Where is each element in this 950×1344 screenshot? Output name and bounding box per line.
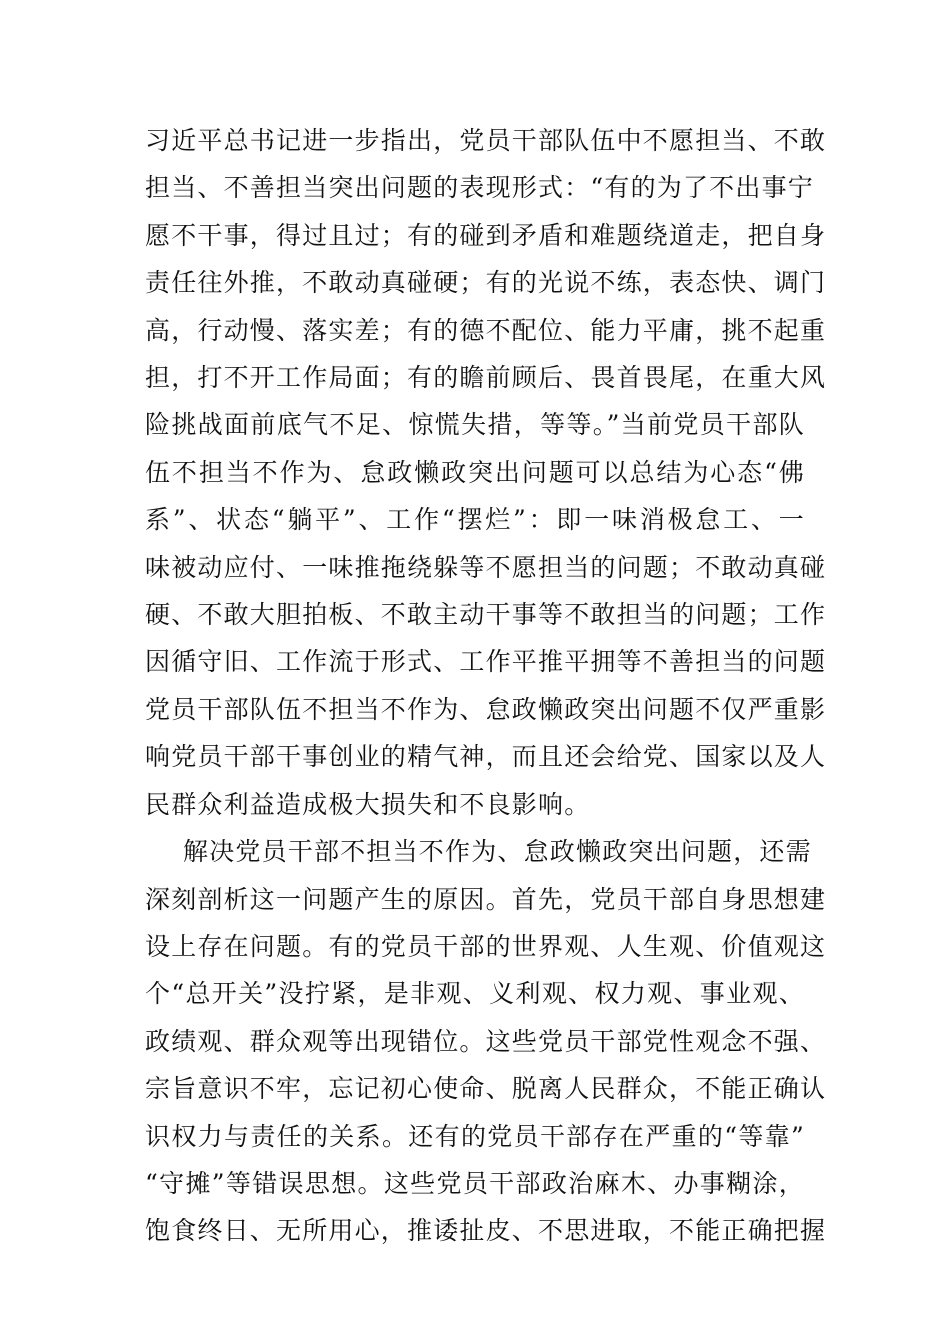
text-line: 解决党员干部不担当不作为、怠政懒政突出问题，还需 <box>183 837 812 867</box>
text-line: 党员干部队伍不担当不作为、怠政懒政突出问题不仅严重影 <box>145 694 827 724</box>
text-line: 设上存在问题。有的党员干部的世界观、人生观、价值观这 <box>145 931 827 961</box>
text-line: 民群众利益造成极大损失和不良影响。 <box>145 789 591 819</box>
paragraph <box>145 117 827 828</box>
text-line: 伍不担当不作为、怠政懒政突出问题可以总结为心态“佛 <box>145 457 805 487</box>
text-line: 饱食终日、无所用心，推诿扯皮、不思进取，不能正确把握 <box>145 1216 827 1246</box>
text-line: 味被动应付、一味推拖绕躲等不愿担当的问题；不敢动真碰 <box>145 552 827 582</box>
text-line: 政绩观、群众观等出现错位。这些党员干部党性观念不强、 <box>145 1026 827 1056</box>
text-line: 硬、不敢大胆拍板、不敢主动干事等不敢担当的问题；工作 <box>145 600 827 630</box>
text-line: 宗旨意识不牢，忘记初心使命、脱离人民群众，不能正确认 <box>145 1074 827 1104</box>
text-line: 响党员干部干事创业的精气神，而且还会给党、国家以及人 <box>145 742 827 772</box>
text-line: 个“总开关”没拧紧，是非观、义利观、权力观、事业观、 <box>145 979 805 1009</box>
text-line: 责任往外推，不敢动真碰硬；有的光说不练，表态快、调门 <box>145 268 827 298</box>
text-line: 高，行动慢、落实差；有的德不配位、能力平庸，挑不起重 <box>145 315 827 345</box>
text-line: 因循守旧、工作流于形式、工作平推平拥等不善担当的问题 <box>145 647 827 677</box>
document-body <box>145 117 827 1255</box>
text-line: 习近平总书记进一步指出，党员干部队伍中不愿担当、不敢 <box>145 126 827 155</box>
text-line: 担当、不善担当突出问题的表现形式：“有的为了不出事宁 <box>145 173 814 203</box>
text-line: 系”、状态“躺平”、工作“摆烂”：即一味消极怠工、一 <box>145 505 805 535</box>
text-line: 险挑战面前底气不足、惊慌失措，等等。”当前党员干部队 <box>145 410 805 440</box>
text-line: 识权力与责任的关系。还有的党员干部存在严重的“等靠” <box>145 1121 805 1151</box>
paragraph <box>145 828 827 1255</box>
text-line: 担，打不开工作局面；有的瞻前顾后、畏首畏尾，在重大风 <box>145 363 827 393</box>
text-line: 深刻剖析这一问题产生的原因。首先，党员干部自身思想建 <box>145 884 827 914</box>
text-line: 愿不干事，得过且过；有的碰到矛盾和难题绕道走，把自身 <box>145 220 827 250</box>
text-line: “守摊”等错误思想。这些党员干部政治麻木、办事糊涂， <box>145 1168 805 1198</box>
